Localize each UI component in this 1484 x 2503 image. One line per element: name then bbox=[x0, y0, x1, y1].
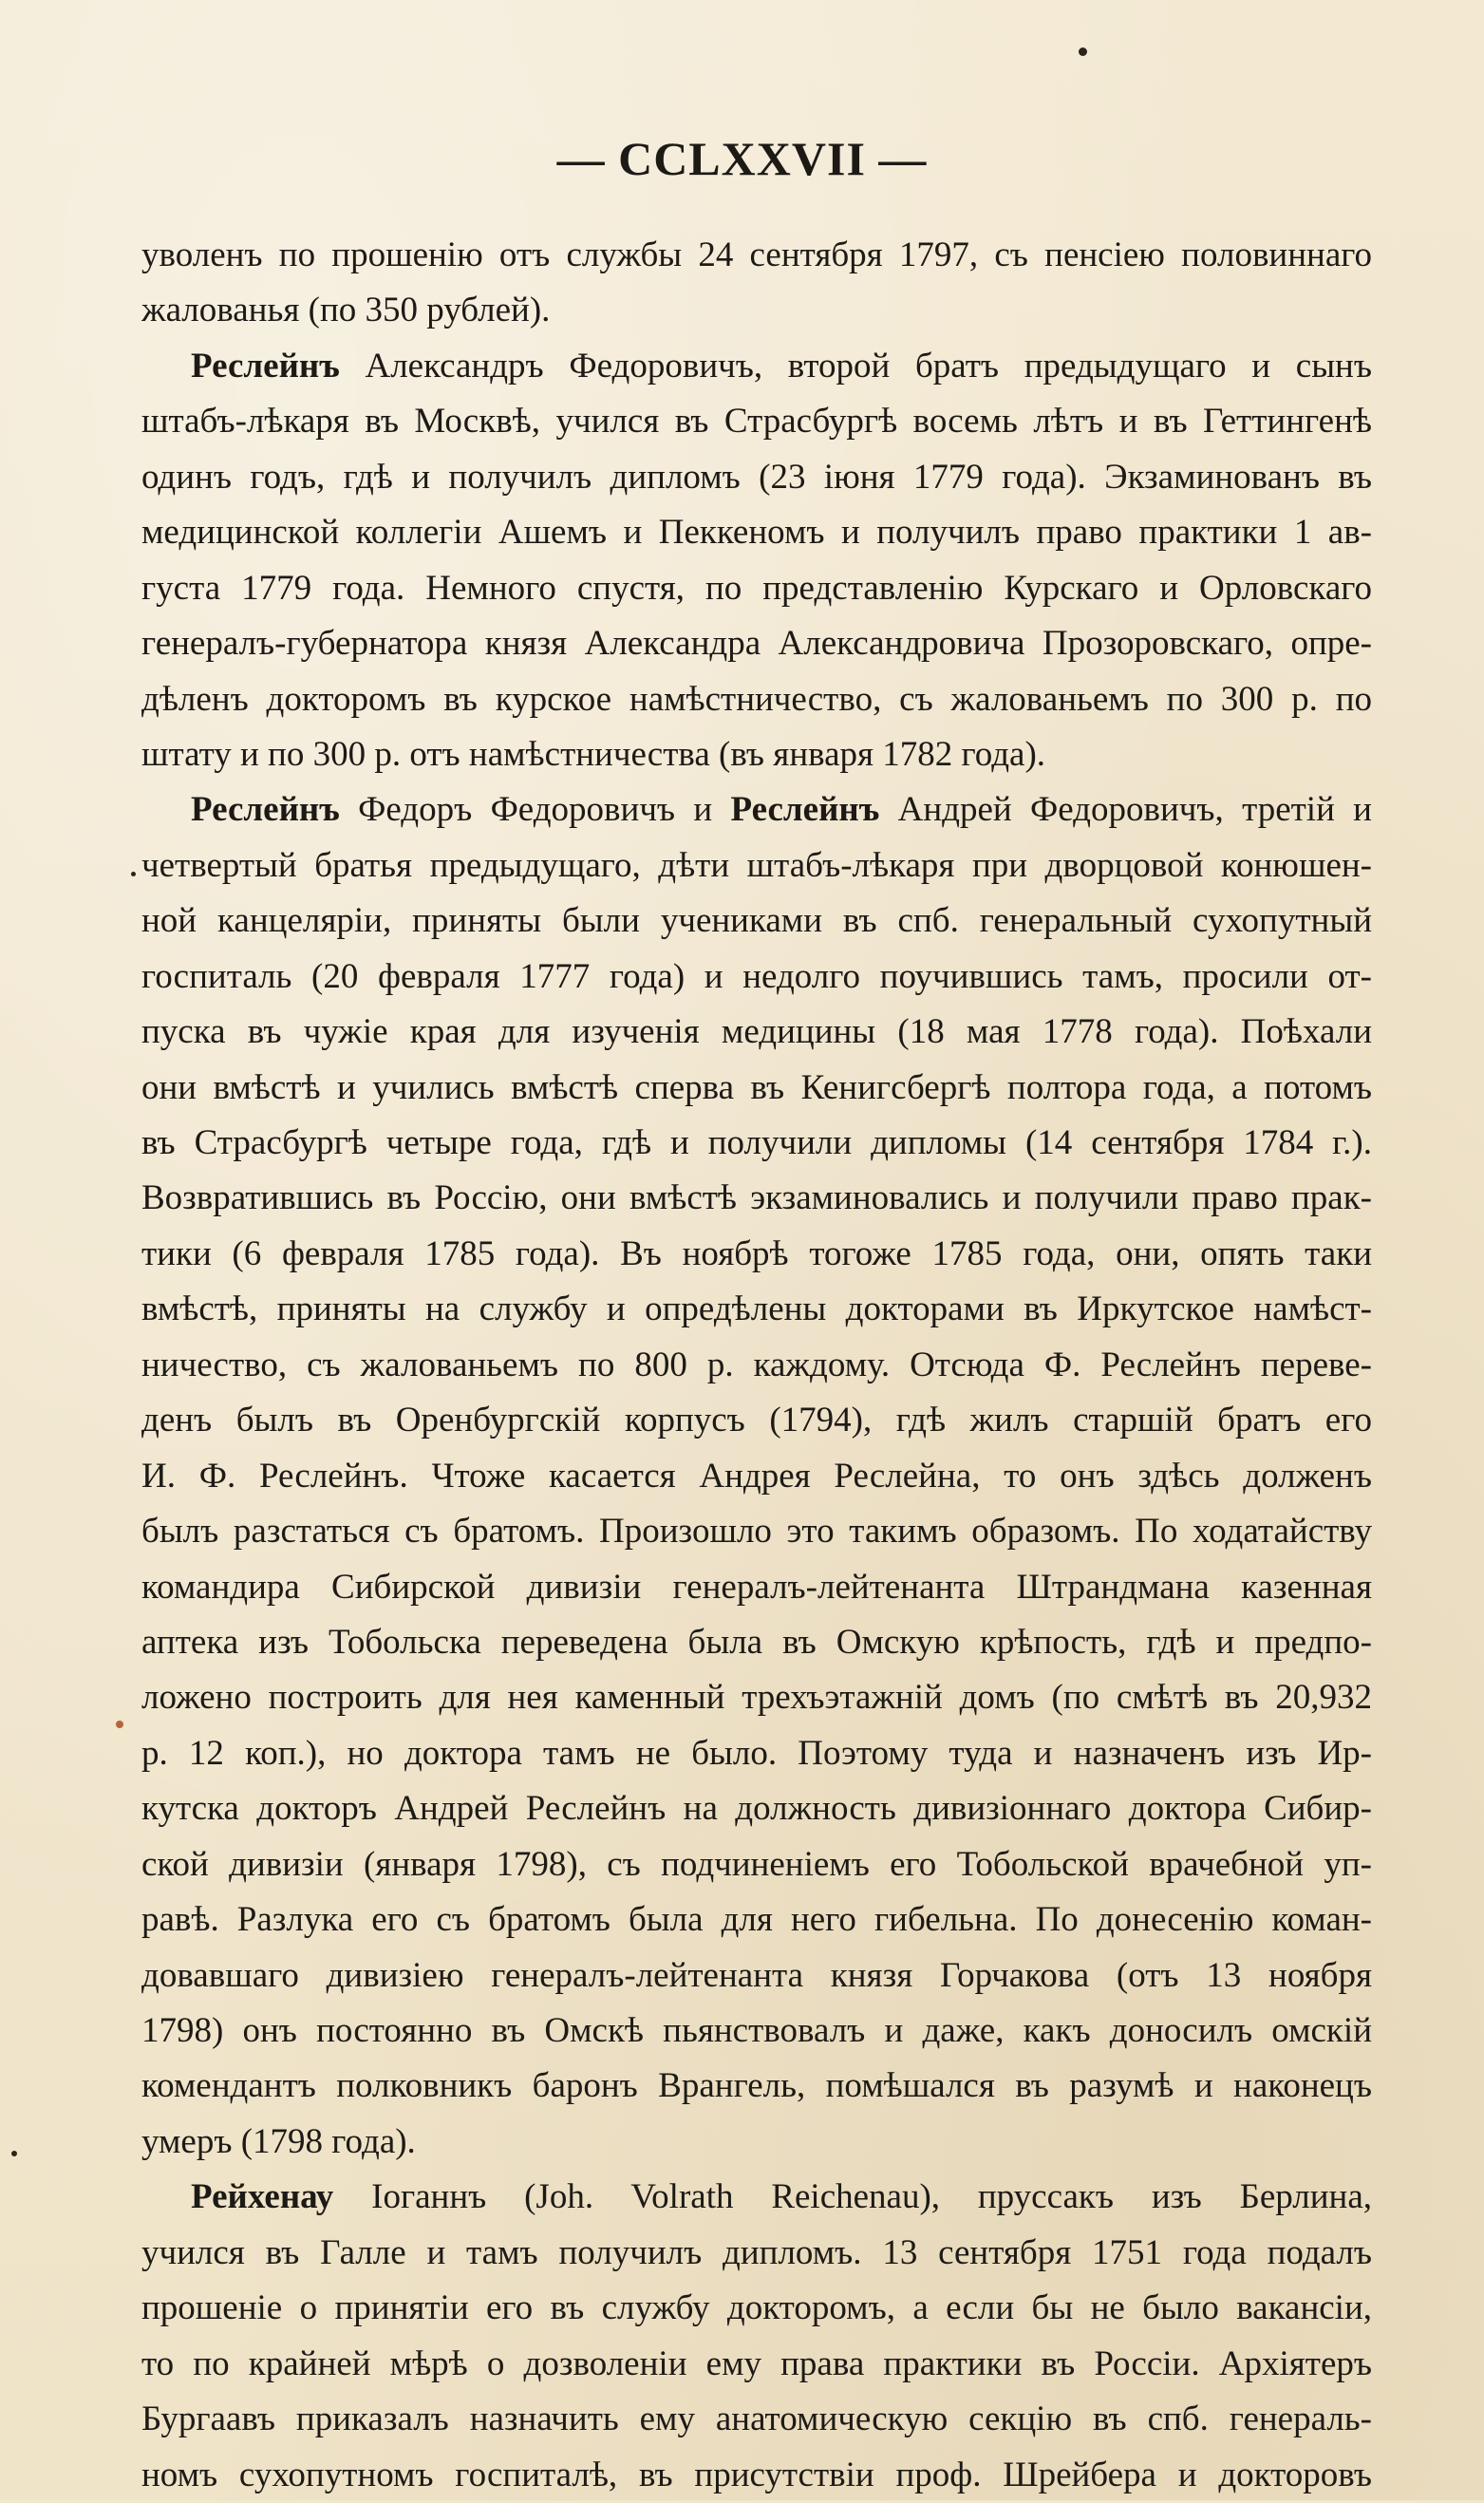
text-segment: Александръ Федоровичъ, второй братъ предыдущаго и сынъ bbox=[339, 346, 1372, 386]
text-line: умеръ (1798 года). bbox=[141, 2121, 416, 2161]
text-line: равѣ. Разлука его съ братомъ была для него гибельна. По донесенію коман- bbox=[141, 1900, 1372, 1940]
entry-surname: Реслейнъ bbox=[730, 790, 880, 830]
text-line: ской дивизіи (января 1798), съ подчиненіемъ его Тобольской врачебной уп- bbox=[141, 1844, 1372, 1884]
text-segment: Андрей Федоровичъ, третій и bbox=[879, 790, 1372, 830]
text-line: штату и по 300 р. отъ намѣстничества (въ января 1782 года). bbox=[141, 734, 1046, 774]
text-line: тики (6 февраля 1785 года). Въ ноябрѣ тогоже 1785 года, они, опять таки bbox=[141, 1233, 1372, 1273]
text-line: госпиталь (20 февраля 1777 года) и недолго поучившись тамъ, просили от- bbox=[141, 956, 1372, 996]
text-line bbox=[141, 782, 1372, 837]
text-line: четвертый братья предыдущаго, дѣти штабъ-лѣкаря при дворцовой конюшен- bbox=[141, 845, 1372, 885]
text-line: р. 12 коп.), но доктора тамъ не было. Поэтому туда и назначенъ изъ Ир- bbox=[141, 1733, 1372, 1773]
text-line: ной канцеляріи, приняты были учениками въ спб. генеральный сухопутный bbox=[141, 901, 1372, 941]
text-line: пуска въ чужіе края для изученія медицины (18 мая 1778 года). Поѣхали bbox=[141, 1012, 1372, 1052]
text-line: густа 1779 года. Немного спустя, по представленію Курскаго и Орловскаго bbox=[141, 568, 1372, 608]
text-line: одинъ годъ, гдѣ и получилъ дипломъ (23 іюня 1779 года). Экзаминованъ въ bbox=[141, 457, 1372, 497]
text-line: командира Сибирской дивизіи генералъ-лейтенанта Штрандмана казенная bbox=[141, 1567, 1372, 1607]
text-line: ничество, съ жалованьемъ по 800 р. каждому. Отсюда Ф. Реслейнъ переве- bbox=[141, 1345, 1372, 1384]
text-line: 1798) онъ постоянно въ Омскѣ пьянствовалъ и даже, какъ доносилъ омскій bbox=[141, 2011, 1372, 2050]
text-line: жалованья (по 350 рублей). bbox=[141, 291, 551, 330]
text-line: Бургаавъ приказалъ назначить ему анатомическую секцію въ спб. генераль- bbox=[141, 2399, 1372, 2439]
text-line: медицинской коллегіи Ашемъ и Пеккеномъ и получилъ право практики 1 ав- bbox=[141, 513, 1372, 553]
text-line: уволенъ по прошенію отъ службы 24 сентября 1797, съ пенсіею половиннаго bbox=[141, 235, 1372, 274]
text-line: ложено построить для нея каменный трехъэтажній домъ (по смѣтѣ въ 20,932 bbox=[141, 1678, 1372, 1718]
text-line: былъ разстаться съ братомъ. Произошло это такимъ образомъ. По ходатайству bbox=[141, 1512, 1372, 1552]
text-line: прошеніе о принятіи его въ службу докторомъ, а если бы не было вакансіи, bbox=[141, 2288, 1372, 2328]
ink-speck bbox=[11, 2151, 17, 2156]
text-line: Возвратившись въ Россію, они вмѣстѣ экзаминовались и получили право прак- bbox=[141, 1178, 1372, 1218]
text-segment: Федоръ Федоровичъ и bbox=[339, 790, 731, 830]
text-line: И. Ф. Реслейнъ. Чтоже касается Андрея Реслейна, то онъ здѣсь долженъ bbox=[141, 1456, 1372, 1496]
text-line: штабъ-лѣкаря въ Москвѣ, учился въ Страсбургѣ восемь лѣтъ и въ Геттингенѣ bbox=[141, 402, 1372, 442]
entry-surname: Рейхенау bbox=[191, 2177, 334, 2217]
text-line bbox=[141, 2170, 1372, 2225]
ink-speck bbox=[131, 872, 136, 876]
text-line: комендантъ полковникъ баронъ Врангель, помѣшался въ разумѣ и наконецъ bbox=[141, 2066, 1372, 2106]
text-line: довавшаго дивизіею генералъ-лейтенанта князя Горчакова (отъ 13 ноября bbox=[141, 1955, 1372, 1995]
text-line: учился въ Галле и тамъ получилъ дипломъ. 13 сентября 1751 года подалъ bbox=[141, 2232, 1372, 2272]
text-segment: Іоганнъ (Joh. Volrath Reichenau), пруссакъ изъ Берлина, bbox=[333, 2177, 1372, 2217]
ink-speck bbox=[116, 1721, 123, 1728]
text-line: дѣленъ докторомъ въ курское намѣстничество, съ жалованьемъ по 300 р. по bbox=[141, 679, 1372, 719]
text-line: кутска докторъ Андрей Реслейнъ на должность дивизіоннаго доктора Сибир- bbox=[141, 1789, 1372, 1829]
text-line bbox=[141, 339, 1372, 394]
text-line: номъ сухопутномъ госпиталѣ, въ присутствіи проф. Шрейбера и докторовъ bbox=[141, 2455, 1372, 2494]
text-line: денъ былъ въ Оренбургскій корпусъ (1794), гдѣ жилъ старшій братъ его bbox=[141, 1401, 1372, 1440]
page-number-header: — CCLXXVII — bbox=[556, 132, 928, 185]
text-line: они вмѣстѣ и учились вмѣстѣ сперва въ Кенигсбергѣ полтора года, а потомъ bbox=[141, 1067, 1372, 1107]
text-line: то по крайней мѣрѣ о дозволеніи ему права практики въ Россіи. Архіятеръ bbox=[141, 2343, 1372, 2383]
entry-surname: Реслейнъ bbox=[191, 790, 340, 830]
text-line: аптека изъ Тобольска переведена была въ Омскую крѣпость, гдѣ и предпо- bbox=[141, 1622, 1372, 1662]
entry-surname: Реслейнъ bbox=[191, 346, 340, 386]
text-line: генералъ-губернатора князя Александра Александровича Прозоровскаго, опре- bbox=[141, 624, 1372, 664]
text-line: въ Страсбургѣ четыре года, гдѣ и получили дипломы (14 сентября 1784 г.). bbox=[141, 1123, 1372, 1162]
document-text bbox=[141, 228, 1372, 2503]
text-line: вмѣстѣ, приняты на службу и опредѣлены докторами въ Иркутское намѣст- bbox=[141, 1289, 1372, 1329]
ink-speck bbox=[1079, 47, 1087, 56]
